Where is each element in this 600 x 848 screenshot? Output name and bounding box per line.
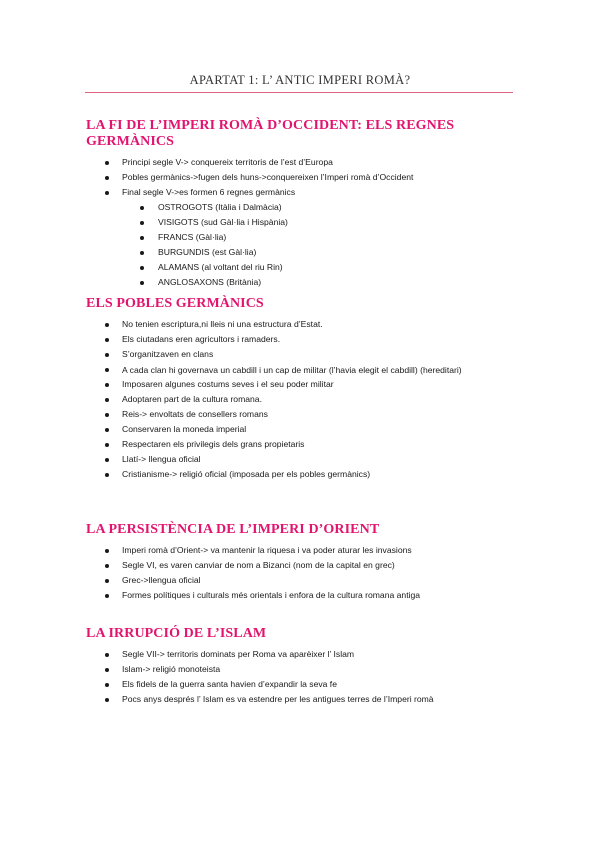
section-irrupcio-islam xyxy=(86,626,526,707)
sub-list-item: FRANCS (Gàl·lia) xyxy=(122,230,526,245)
list-item: Pocs anys després l’ Islam es va estendre per les antigues terres de l’Imperi romà xyxy=(86,692,526,707)
section-heading: LA IRRUPCIÓ DE L’ISLAM xyxy=(86,626,267,641)
sub-list-item: ALAMANS (al voltant del riu Rin) xyxy=(122,260,526,275)
list-item: Grec->llengua oficial xyxy=(86,573,526,588)
list-item: Els fidels de la guerra santa havien d’expandir la seva fe xyxy=(86,677,526,692)
list-item: Imposaren algunes costums seves i el seu poder militar xyxy=(86,377,466,392)
list-item: A cada clan hi governava un cabdill i un cap de militar (l’havia elegit el cabdill) (hereditari) xyxy=(86,362,466,377)
sub-list-item: OSTROGOTS (Itàlia i Dalmàcia) xyxy=(122,200,526,215)
section-pobles-germanics xyxy=(86,296,526,482)
list-item: Reis-> envoltats de consellers romans xyxy=(86,407,466,422)
list-item: Adoptaren part de la cultura romana. xyxy=(86,392,466,407)
title-divider xyxy=(85,92,513,93)
list-item: Islam-> religió monoteista xyxy=(86,662,526,677)
list-item: Els ciutadans eren agricultors i ramaders. xyxy=(86,332,466,347)
sub-list-item: BURGUNDIS (est Gàl·lia) xyxy=(122,245,526,260)
list-item: Imperi romà d’Orient-> va mantenir la riquesa i va poder aturar les invasions xyxy=(86,543,526,558)
list-item: Segle VII-> territoris dominats per Roma va aparèixer l’ Islam xyxy=(86,647,526,662)
list-item: Principi segle V-> conquereix territoris de l’est d’Europa xyxy=(86,155,526,170)
list-item: Pobles germànics->fugen dels huns->conquereixen l’Imperi romà d’Occident xyxy=(86,170,526,185)
section-heading: ELS POBLES GERMÀNICS xyxy=(86,296,264,311)
list-item: Conservaren la moneda imperial xyxy=(86,422,466,437)
bullet-list xyxy=(86,317,466,482)
page-title: APARTAT 1: L’ ANTIC IMPERI ROMÀ? xyxy=(189,73,411,87)
section-heading: LA PERSISTÈNCIA DE L’IMPERI D’ORIENT xyxy=(86,522,380,537)
sub-bullet-list xyxy=(122,200,526,290)
list-item: Llatí-> llengua oficial xyxy=(86,452,466,467)
bullet-list xyxy=(86,155,526,290)
section-heading: LA FI DE L’IMPERI ROMÀ D’OCCIDENT: ELS REGNES GERMÀNICS xyxy=(86,118,455,149)
list-item: No tenien escriptura,ni lleis ni una estructura d’Estat. xyxy=(86,317,466,332)
list-item-text: Final segle V->es formen 6 regnes germànics xyxy=(122,187,296,197)
bullet-list xyxy=(86,647,526,707)
list-item: Respectaren els privilegis dels grans propietaris xyxy=(86,437,466,452)
list-item: S’organitzaven en clans xyxy=(86,347,466,362)
sub-list-item: ANGLOSAXONS (Britània) xyxy=(122,275,526,290)
section-fi-imperi-occident xyxy=(86,118,526,290)
bullet-list xyxy=(86,543,526,603)
list-item xyxy=(86,185,526,290)
list-item: Cristianisme-> religió oficial (imposada per els pobles germànics) xyxy=(86,467,466,482)
list-item: Formes polítiques i culturals més orientals i enfora de la cultura romana antiga xyxy=(86,588,526,603)
sub-list-item: VISIGOTS (sud Gàl·lia i Hispània) xyxy=(122,215,526,230)
section-imperi-orient xyxy=(86,522,526,603)
list-item: Segle VI, es varen canviar de nom a Bizanci (nom de la capital en grec) xyxy=(86,558,526,573)
